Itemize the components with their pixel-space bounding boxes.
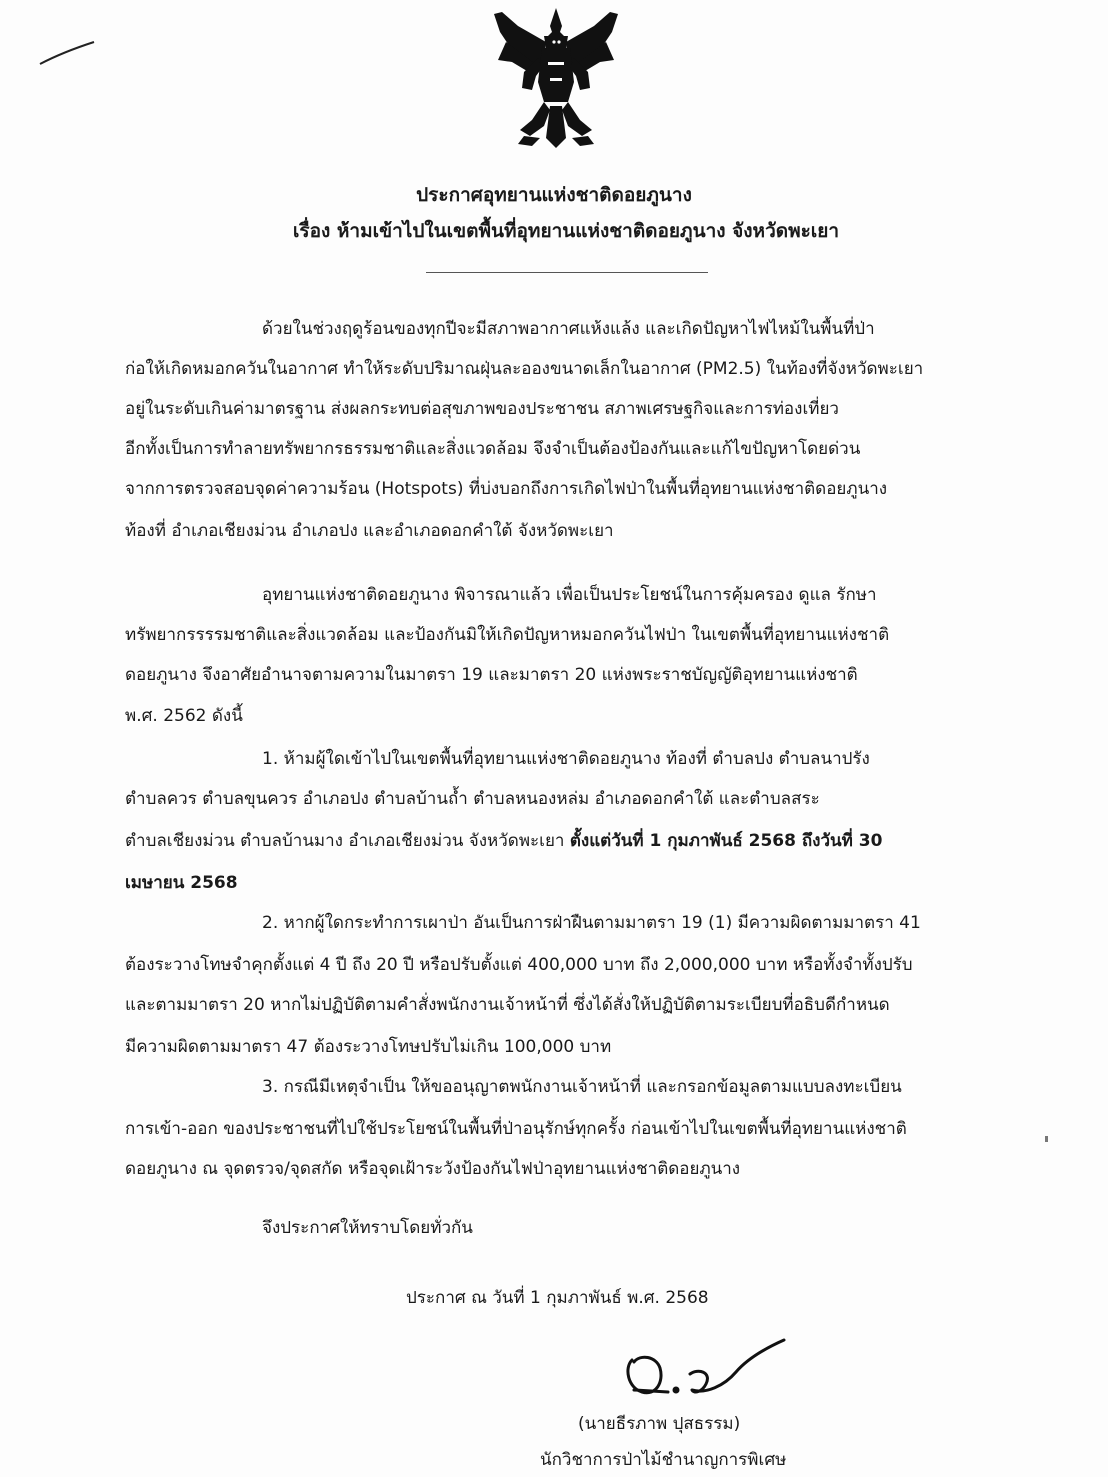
garuda-emblem [488, 2, 624, 152]
body-line: ท้องที่ อำเภอเชียงม่วน อำเภอปง และอำเภอดอกคำใต้ จังหวัดพะเยา [125, 521, 614, 541]
body-line: ด้วยในช่วงฤดูร้อนของทุกปีจะมีสภาพอากาศแห้งแล้ง และเกิดปัญหาไฟไหม้ในพื้นที่ป่า [262, 319, 875, 339]
item-2-line: ต้องระวางโทษจำคุกตั้งแต่ 4 ปี ถึง 20 ปี หรือปรับตั้งแต่ 400,000 บาท ถึง 2,000,000 บาท หรือทั้งจำทั้งปรับ [125, 955, 913, 975]
notice-subject: เรื่อง ห้ามเข้าไปในเขตพื้นที่อุทยานแห่งชาติดอยภูนาง จังหวัดพะเยา [292, 220, 840, 242]
item-1-line [125, 872, 238, 894]
body-line: อุทยานแห่งชาติดอยภูนาง พิจารณาแล้ว เพื่อเป็นประโยชน์ในการคุ้มครอง ดูแล รักษา [262, 585, 877, 605]
item-3-line: 3. กรณีมีเหตุจำเป็น ให้ขออนุญาตพนักงานเจ้าหน้าที่ และกรอกข้อมูลตามแบบลงทะเบียน [262, 1077, 902, 1097]
announcement-date: ประกาศ ณ วันที่ 1 กุมภาพันธ์ พ.ศ. 2568 [406, 1288, 709, 1308]
closing-announcement: จึงประกาศให้ทราบโดยทั่วกัน [262, 1218, 473, 1238]
body-line: จากการตรวจสอบจุดค่าความร้อน (Hotspots) ที่บ่งบอกถึงการเกิดไฟป่าในพื้นที่อุทยานแห่งชาติดอยภูนาง [125, 479, 888, 499]
body-line: พ.ศ. 2562 ดังนี้ [125, 706, 243, 726]
item-3-line: การเข้า-ออก ของประชาชนที่ไปใช้ประโยชน์ในพื้นที่ป่าอนุรักษ์ทุกครั้ง ก่อนเข้าไปในเขตพื้นที่อุทยานแห่งชาติ [125, 1119, 907, 1139]
signer-title: นักวิชาการป่าไม้ชำนาญการพิเศษ [540, 1450, 787, 1470]
body-line: ก่อให้เกิดหมอกควันในอากาศ ทำให้ระดับปริมาณฝุ่นละอองขนาดเล็กในอากาศ (PM2.5) ในท้องที่จังหวัดพะเยา [125, 359, 924, 379]
item-2-line: มีความผิดตามมาตรา 47 ต้องระวางโทษปรับไม่เกิน 100,000 บาท [125, 1037, 612, 1057]
item-1-line: ตำบลควร ตำบลขุนควร อำเภอปง ตำบลบ้านถ้ำ ตำบลหนองหล่ม อำเภอดอกคำใต้ และตำบลสระ [125, 789, 820, 809]
item-1-date-range: ตั้งแต่วันที่ 1 กุมภาพันธ์ 2568 ถึงวันที่ 30 [569, 831, 883, 851]
item-2-line: 2. หากผู้ใดกระทำการเผาป่า อันเป็นการฝ่าฝืนตามมาตรา 19 (1) มีความผิดตามมาตรา 41 [262, 913, 921, 933]
signer-name: (นายธีรภาพ ปุสธรรม) [578, 1414, 741, 1434]
pen-stroke-mark [38, 38, 98, 68]
item-2-line: และตามมาตรา 20 หากไม่ปฏิบัติตามคำสั่งพนักงานเจ้าหน้าที่ ซึ่งได้สั่งให้ปฏิบัติตามระเบียบที่อธิบดีกำหนด [125, 995, 890, 1015]
item-1-line: 1. ห้ามผู้ใดเข้าไปในเขตพื้นที่อุทยานแห่งชาติดอยภูนาง ท้องที่ ตำบลปง ตำบลนาปรัง [262, 749, 870, 769]
notice-title: ประกาศอุทยานแห่งชาติดอยภูนาง [416, 184, 692, 206]
body-line: อยู่ในระดับเกินค่ามาตรฐาน ส่งผลกระทบต่อสุขภาพของประชาชน สภาพเศรษฐกิจและการท่องเที่ยว [125, 399, 839, 419]
item-1-locations: ตำบลเชียงม่วน ตำบลบ้านมาง อำเภอเชียงม่วน จังหวัดพะเยา [125, 831, 570, 851]
item-1-line [125, 830, 882, 852]
body-line: ดอยภูนาง จึงอาศัยอำนาจตามความในมาตรา 19 และมาตรา 20 แห่งพระราชบัญญัติอุทยานแห่งชาติ [125, 665, 858, 685]
body-line: ทรัพยากรรรรมชาติและสิ่งแวดล้อม และป้องกันมิให้เกิดปัญหาหมอกควันไฟป่า ในเขตพื้นที่อุทยานแห่งชาติ [125, 625, 890, 645]
paper-speck [1045, 1136, 1048, 1142]
body-line: อีกทั้งเป็นการทำลายทรัพยากรธรรมชาติและสิ่งแวดล้อม จึงจำเป็นต้องป้องกันและแก้ไขปัญหาโดยด่วน [125, 439, 861, 459]
handwritten-signature [620, 1338, 790, 1410]
item-3-line: ดอยภูนาง ณ จุดตรวจ/จุดสกัด หรือจุดเฝ้าระวังป้องกันไฟป่าอุทยานแห่งชาติดอยภูนาง [125, 1159, 741, 1179]
item-1-end-date: เมษายน 2568 [125, 873, 238, 893]
title-divider [426, 272, 708, 273]
